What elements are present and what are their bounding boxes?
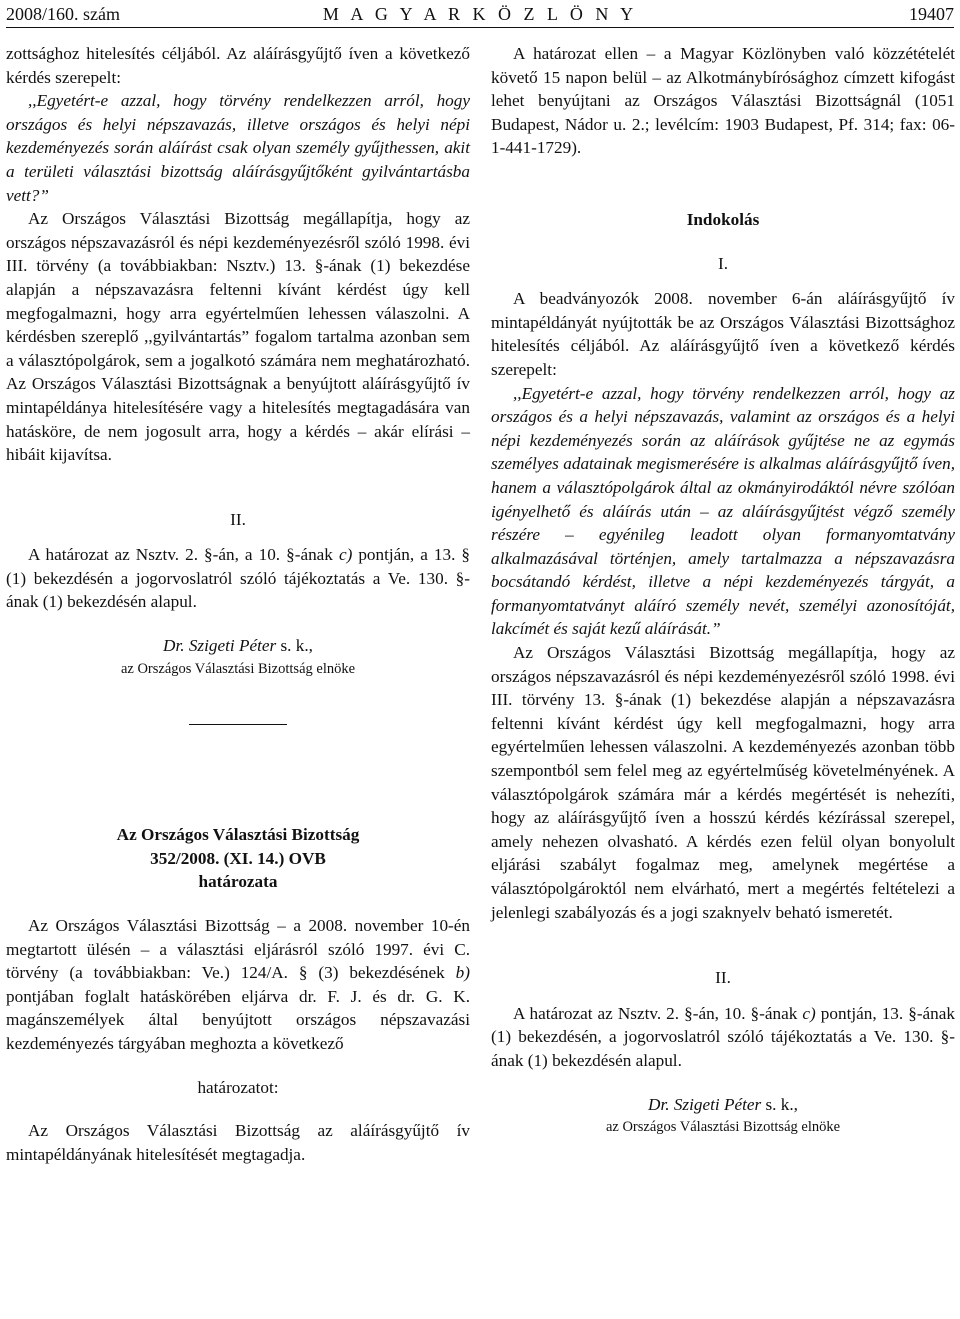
- paragraph: A beadványozók 2008. november 6-án aláírásgyűjtő ív mintapéldányát nyújtották be az Országos Választási Bizottsághoz hitelesítés céljából. Az aláírásgyűjtő íven a következő kérdés szerepelt:: [491, 289, 955, 379]
- signature-role: az Országos Választási Bizottság elnöke: [120, 660, 356, 677]
- appeal-paragraph: A határozat ellen – a Magyar Közlönyben való közzétételét követő 15 napon belül – az Alkotmánybírósághoz címzett kifogást lehet benyújtani az Országos Választási Bizottságnál (1051 Budapest, Nádor u. 2.; levélcím: 1903 Budapest, Pf. 314; fax: 06-1-441-1729).: [491, 44, 955, 158]
- resolution-title: Az Országos Választási Bizottság: [116, 825, 360, 845]
- page-header: [6, 4, 954, 26]
- paragraph: Az Országos Választási Bizottság – a 2008. november 10-én megtartott ülésén – a választási eljárásról szóló 1997. évi C. törvény (a továbbiakban: Ve.) 124/A. § (3) bekezdésének b) pontjában foglalt hatáskörében eljárva dr. F. J. és dr. G. K. magánszemélyek által benyújtott országos népszavazási kezdeményezés tárgyában meghozta a következő: [6, 916, 470, 1053]
- page-number: 19407: [909, 4, 954, 24]
- resolution-number: 352/2008. (XI. 14.) OVB: [150, 848, 326, 868]
- decision-heading: határozatot:: [197, 1077, 279, 1097]
- header-rule: [6, 27, 954, 28]
- quoted-question: ,,Egyetért-e azzal, hogy törvény rendelkezzen arról, hogy országos és helyi népszavazás, illetve országos és helyi népi kezdeményezés során aláírást csak olyan személy gyűjthessen, akit a területi választási bizottság aláírásgyűjtőként gyilvántartásba vett?”: [6, 91, 470, 205]
- paragraph: Az Országos Választási Bizottság megállapítja, hogy az országos népszavazásról és népi kezdeményezésről szóló 1998. évi III. törvény 13. §-ának (1) bekezdése alapján a népszavazásra feltenni kívánt kérdést úgy kell megfogalmazni, hogy arra egyértelműen lehessen válaszolni. A kezdeményezés azonban több szempontból sem felel meg az egyértelműség követelményének. A választópolgárok számára már a kérdés megértését is nehezíti, hogy az aláírásgyűjtő íven a hosszú kérdés kézírással szerepel, amely nehezen olvasható. A kérdés ezen felül olyan bonyolult eljárási szabályt fogalmaz meg, amelynek megértése a választópolgároktól nem elvárható, mert a megértés feltételezi a jelenlegi szabályozás és a jogi szaknyelv beható ismeretét.: [491, 643, 955, 922]
- resolution-subtitle: határozata: [198, 872, 278, 892]
- section-heading: II.: [715, 968, 731, 988]
- left-column: [6, 42, 470, 1166]
- legal-basis-paragraph: A határozat az Nsztv. 2. §-án, a 10. §-ának c) pontján, a 13. § (1) bekezdésén a jogorvoslatról szóló tájékoztatás a Ve. 130. §-ának (1) bekezdésén alapul.: [6, 545, 471, 612]
- signature: Dr. Szigeti Péter s. k.,: [163, 636, 313, 656]
- legal-basis-paragraph: A határozat az Nsztv. 2. §-án, 10. §-ának c) pontján, 13. §-ának (1) bekezdésén, a jogorvoslatról szóló tájékoztatás a Ve. 130. §-ának (1) bekezdésén alapul.: [491, 1003, 955, 1070]
- signature-role: az Országos Választási Bizottság elnöke: [605, 1119, 841, 1136]
- signature: Dr. Szigeti Péter s. k.,: [648, 1094, 798, 1114]
- journal-title: M A G Y A R K Ö Z L Ö N Y: [322, 4, 638, 24]
- issue-number: 2008/160. szám: [6, 4, 120, 24]
- section-heading: I.: [717, 253, 729, 273]
- reasoning-heading: Indokolás: [686, 209, 760, 229]
- section-heading: II.: [230, 509, 246, 529]
- decision-paragraph: Az Országos Választási Bizottság az aláírásgyűjtő ív mintapéldányának hitelesítését megtagadja.: [6, 1121, 470, 1164]
- right-column: [491, 42, 955, 1140]
- quoted-question: ,,Egyetért-e azzal, hogy törvény rendelkezzen arról, hogy az országos és a helyi népszavazás, valamint az országos és a helyi népi kezdeményezés során az aláírások gyűjtése ne az egymás személyes adatainak megismerésére is alkalmas aláírásgyűjtő íven, hanem a választópolgárok által az okmányirodáktól névre szólóan igényelhető és aláírás után – az aláírásgyűjtést végző személy részére – egyénileg leadott olyan formanyomtatvány alkalmazásával történjen, amely tartalmazza a népszavazásra bocsátandó kérdést, illetve a népi kezdeményezés tárgyát, a formanyomtatványt aláíró személy nevét, személyi azonosítóját, lakcímét és saját kezű aláírását.”: [491, 383, 955, 639]
- paragraph: Az Országos Választási Bizottság megállapítja, hogy az országos népszavazásról és népi kezdeményezésről szóló 1998. évi III. törvény (a továbbiakban: Nsztv.) 13. §-ának (1) bekezdése alapján a népszavazásra feltenni kívánt kérdést úgy kell megfogalmazni, hogy arra egyértelműen lehessen válaszolni. A kérdésben szereplő ,,gyilvántartás” fogalom tartalma azonban sem a választópolgárok, sem a jogalkotó számára nem meghatározható. Az Országos Választási Bizottságnak a benyújtott aláírásgyűjtő ív mintapéldánya hitelesítésére vagy a hitelesítés megtagadására van hatásköre, de nem jogosult arra, hogy a kérdés – akár elírási – hibáit kijavítsa.: [6, 209, 470, 465]
- paragraph: zottsághoz hitelesítés céljából. Az aláírásgyűjtő íven a következő kérdés szerepelt:: [6, 44, 470, 87]
